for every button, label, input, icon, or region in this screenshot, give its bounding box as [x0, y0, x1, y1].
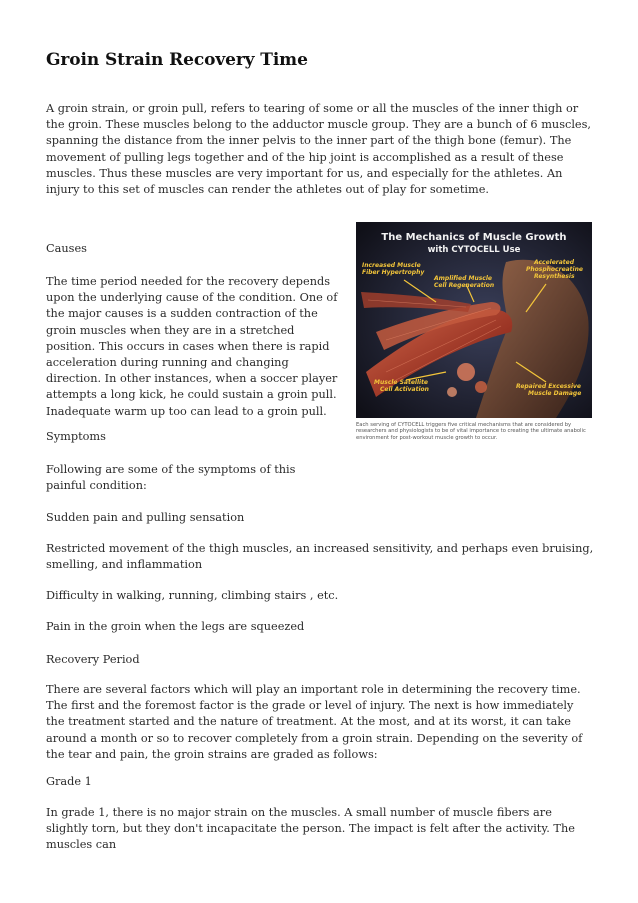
label-regeneration-1: Amplified Muscle: [434, 275, 492, 282]
label-hypertrophy-1: Increased Muscle: [362, 262, 421, 269]
muscle-growth-infographic: [356, 222, 592, 418]
label-damage-2: Muscle Damage: [528, 390, 582, 397]
recovery-heading: Recovery Period: [46, 653, 140, 666]
label-damage-1: Repaired Excessive: [516, 383, 581, 390]
symptom-item: Restricted movement of the thigh muscles, an increased sensitivity, and perhaps even bruising, smelling, and inflammation: [46, 542, 594, 572]
symptom-item: Sudden pain and pulling sensation: [46, 511, 245, 524]
symptom-item: Difficulty in walking, running, climbing stairs , etc.: [46, 589, 339, 602]
figure-caption: Each serving of CYTOCELL triggers five critical mechanisms that are considered by researchers and physiologists to be of vital importance to creating the ultimate anabolic environment for post-workout muscle growth to occur.: [356, 422, 586, 441]
grade1-heading: Grade 1: [46, 775, 92, 788]
page-title: Groin Strain Recovery Time: [46, 50, 308, 70]
muscle-cell: [447, 387, 457, 397]
label-hypertrophy-2: Fiber Hypertrophy: [362, 269, 425, 276]
label-satellite-2: Cell Activation: [380, 386, 429, 393]
label-phosphocreatine-2: Phosphocreatine: [526, 266, 583, 273]
label-satellite-1: Muscle Satellite: [374, 379, 428, 386]
causes-paragraph: The time period needed for the recovery depends upon the underlying cause of the condition. One of the major causes is a sudden contraction of the groin muscles when they are in a stretched position. This occurs in cases when there is rapid acceleration during running and changing direction. In other instances, when a soccer player attempts a long kick, he could sustain a groin pull. Inadequate warm up too can lead to a groin pull.: [46, 275, 338, 418]
symptoms-heading: Symptoms: [46, 430, 106, 443]
recovery-paragraph: There are several factors which will play an important role in determining the recovery time. The first and the foremost factor is the grade or level of injury. The next is how immediately the treatment started and the nature of treatment. At the most, and at its worst, it can take around a month or so to recover completely from a groin strain. Depending on the severity of the tear and pain, the groin strains are graded as follows:: [46, 683, 583, 761]
symptoms-intro: Following are some of the symptoms of this painful condition:: [46, 463, 296, 493]
label-regeneration-2: Cell Regeneration: [434, 282, 495, 289]
label-phosphocreatine-1: Accelerated: [534, 259, 575, 266]
figure-title-line2: with CYTOCELL Use: [427, 245, 521, 255]
muscle-cell: [475, 381, 487, 393]
intro-paragraph: A groin strain, or groin pull, refers to tearing of some or all the muscles of the inner thigh or the groin. These muscles belong to the adductor muscle group. They are a bunch of 6 muscles, spanning the distance from the inner pelvis to the inner part of the thigh bone (femur). The movement of pulling legs together and of the hip joint is accomplished as a result of these muscles. Thus these muscles are very important for us, and especially for the athletes. An injury to this set of muscles can render the athletes out of play for sometime.: [46, 102, 592, 197]
symptom-item: Pain in the groin when the legs are squeezed: [46, 620, 305, 633]
muscle-cell: [457, 363, 475, 381]
figure-title-line1: The Mechanics of Muscle Growth: [381, 232, 567, 243]
grade1-paragraph: In grade 1, there is no major strain on the muscles. A small number of muscle fibers are slightly torn, but they don't incapacitate the person. The impact is felt after the activity. The muscles can: [46, 806, 575, 852]
label-phosphocreatine-3: Resynthesis: [534, 273, 575, 280]
causes-heading: Causes: [46, 242, 87, 255]
